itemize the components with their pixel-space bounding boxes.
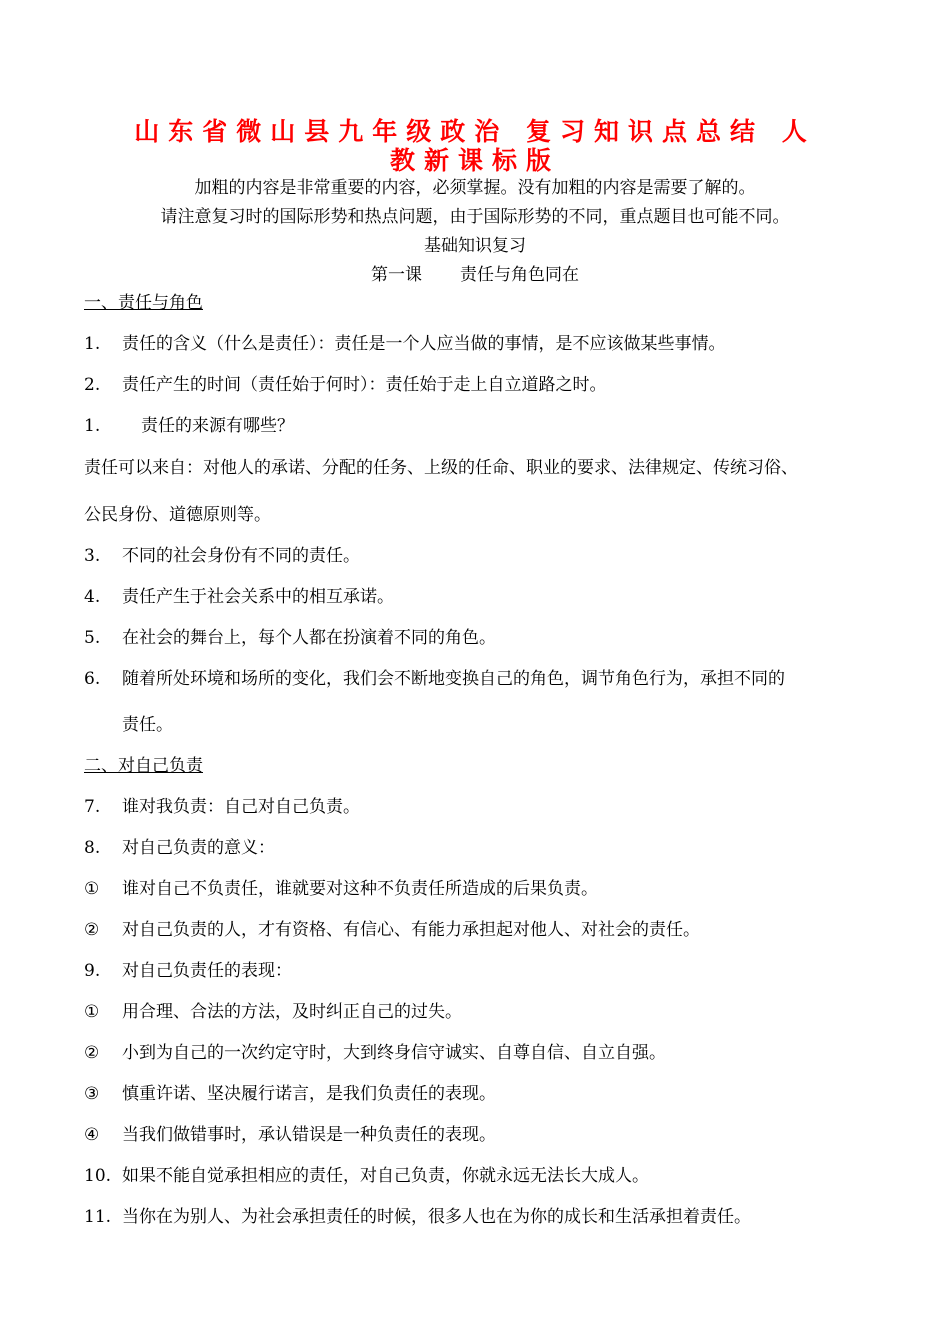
heading-responsibility-and-role: 一、责任与角色 [84,293,203,313]
item-text: 如果不能自觉承担相应的责任，对自己负责，你就永远无法长大成人。 [122,1166,649,1186]
lesson-name: 责任与角色同在 [460,265,579,285]
item-text: 谁对我负责：自己对自己负责。 [122,797,360,817]
item-text: 责任的含义（什么是责任）：责任是一个人应当做的事情，是不应该做某些事情。 [122,334,726,354]
item-text: 在社会的舞台上，每个人都在扮演着不同的角色。 [122,628,496,648]
item-number: 7. [84,797,101,817]
intro-line2: 请注意复习时的国际形势和热点问题，由于国际形势的不同，重点题目也可能不同。 [160,207,790,227]
item-number: ④ [84,1125,100,1145]
item-text: 随着所处环境和场所的变化，我们会不断地变换自己的角色，调节角色行为，承担不同的 [122,669,785,689]
lesson-title [70,264,880,286]
item-number: 8. [84,838,101,858]
item-number: 6. [84,669,101,689]
item-text: 小到为自己的一次约定守时，大到终身信守诚实、自尊自信、自立自强。 [122,1043,666,1063]
item-number: 10. [84,1166,112,1186]
document-title-line2: 教新课标版 [389,146,560,175]
item-text: 当我们做错事时，承认错误是一种负责任的表现。 [122,1125,496,1145]
item-number: ① [84,1002,100,1022]
item-text: 慎重许诺、坚决履行诺言，是我们负责任的表现。 [122,1084,496,1104]
heading-responsible-for-self: 二、对自己负责 [84,756,203,776]
item-number: ② [84,920,100,940]
item-text: 对自己负责的意义： [122,838,275,858]
intro-line1: 加粗的内容是非常重要的内容，必须掌握。没有加粗的内容是需要了解的。 [194,178,756,198]
item-text: 对自己负责的人，才有资格、有信心、有能力承担起对他人、对社会的责任。 [122,920,700,940]
item-text: 责任产生的时间（责任始于何时）：责任始于走上自立道路之时。 [122,375,607,395]
item-number: 3. [84,546,101,566]
item-number: 4. [84,587,101,607]
item-number: 1. [84,416,101,436]
item-text: 责任的来源有哪些？ [141,416,294,436]
section-title: 基础知识复习 [424,236,526,256]
item-number: 2. [84,375,101,395]
item-number: ② [84,1043,100,1063]
item-number: 11. [84,1207,112,1227]
item-number: ① [84,879,100,899]
lesson-number: 第一课 [371,265,422,285]
item-text: 责任产生于社会关系中的相互承诺。 [122,587,394,607]
item-text-continuation: 责任。 [122,715,173,735]
document-title-line1: 山东省微山县九年级政治 复习知识点总结 人 [134,117,816,146]
paragraph-line: 公民身份、道德原则等。 [84,505,271,525]
item-number: 9. [84,961,101,981]
item-text: 用合理、合法的方法，及时纠正自己的过失。 [122,1002,462,1022]
paragraph-line: 责任可以来自：对他人的承诺、分配的任务、上级的任命、职业的要求、法律规定、传统习俗、 [84,458,798,478]
item-text: 不同的社会身份有不同的责任。 [122,546,360,566]
item-number: 1. [84,334,101,354]
item-text: 当你在为别人、为社会承担责任的时候，很多人也在为你的成长和生活承担着责任。 [122,1207,751,1227]
item-text: 谁对自己不负责任，谁就要对这种不负责任所造成的后果负责。 [122,879,598,899]
item-number: ③ [84,1084,100,1104]
item-text: 对自己负责任的表现： [122,961,292,981]
item-number: 5. [84,628,101,648]
